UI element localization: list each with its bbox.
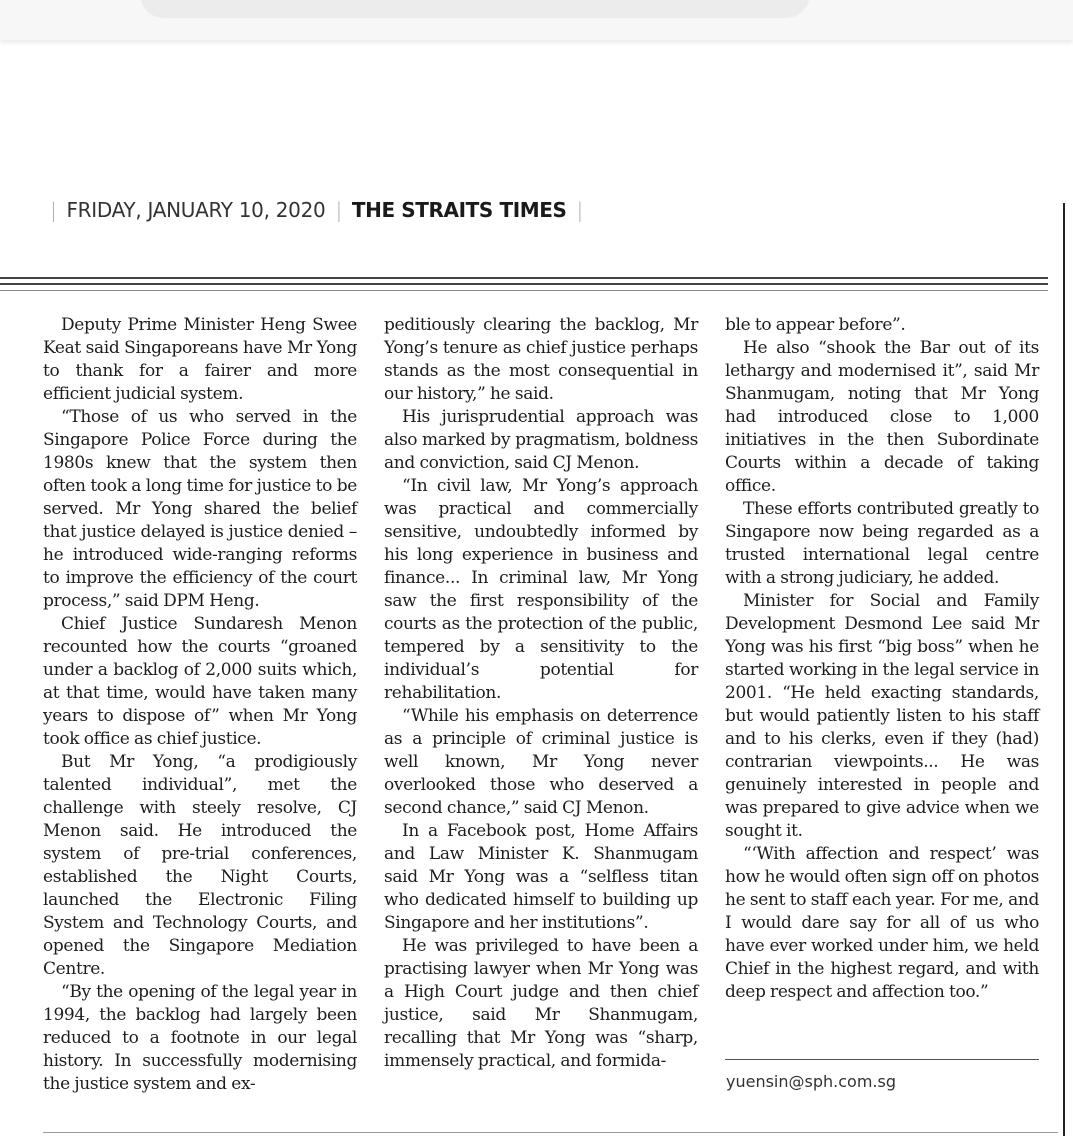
article-paragraph: He was privileged to have been a practising lawyer when Mr Yong was a High Court judge and then chief justice, said Mr Shanmugam, recalling that Mr Yong was “sharp, immensely practical, and formida- (384, 936, 698, 1071)
article-paragraph: He also “shook the Bar out of its lethargy and modernised it”, said Mr Shanmugam, noting that Mr Yong had introduced close to 1,000 initiatives in the then Subordinate Courts within a decade of taking office. (725, 338, 1039, 496)
masthead-separator: | (576, 198, 583, 222)
article-end-rule (725, 1059, 1039, 1060)
article-column-1 (43, 314, 357, 1096)
page-masthead (50, 198, 593, 222)
article-paragraph: “While his emphasis on deterrence as a principle of criminal justice is well known, Mr Yong never overlooked those who deserved a second chance,” said CJ Menon. (384, 706, 698, 818)
header-thin-rule (0, 290, 1048, 291)
article-paragraph: His jurisprudential approach was also marked by pragmatism, boldness and conviction, said CJ Menon. (384, 407, 698, 473)
masthead-separator: | (335, 198, 342, 222)
article-paragraph: Chief Justice Sundaresh Menon recounted how the courts “groaned under a backlog of 2,000 suits which, at that time, would have taken many years to dispose of” when Mr Yong took office as chief justice. (43, 614, 357, 749)
page-bottom-rule (43, 1132, 1058, 1133)
article-paragraph: But Mr Yong, “a prodigiously talented individual”, met the challenge with steely resolve, CJ Menon said. He introduced the system of pre-trial conferences, established the Night Courts, launched the Electronic Filing System and Technology Courts, and opened the Singapore Mediation Centre. (43, 752, 357, 979)
article-paragraph: In a Facebook post, Home Affairs and Law Minister K. Shanmugam said Mr Yong was a “selfless titan who dedicated himself to building up Singapore and her institutions”. (384, 821, 698, 933)
masthead-separator: | (50, 198, 57, 222)
masthead-date: FRIDAY, JANUARY 10, 2020 (66, 198, 326, 222)
article-column-2 (384, 314, 698, 1073)
masthead-paper-name: THE STRAITS TIMES (351, 198, 567, 222)
article-paragraph-continued: peditiously clearing the backlog, Mr Yong’s tenure as chief justice perhaps stands as the most consequential in our history,” he said. (384, 315, 698, 404)
article-paragraph-continued: ble to appear before”. (725, 315, 906, 335)
byline-email[interactable]: yuensin@sph.com.sg (726, 1072, 896, 1091)
article-paragraph: These efforts contributed greatly to Singapore now being regarded as a trusted international legal centre with a strong judiciary, he added. (725, 499, 1039, 588)
header-double-rule (0, 277, 1048, 285)
article-paragraph: “‘With affection and respect’ was how he would often sign off on photos he sent to staff each year. For me, and I would dare say for all of us who have ever worked under him, we held Chief in the highest regard, and with deep respect and affection too.” (725, 844, 1039, 1002)
search-bar[interactable] (140, 0, 810, 18)
article-column-3 (725, 314, 1039, 1004)
article-paragraph: Deputy Prime Minister Heng Swee Keat said Singaporeans have Mr Yong to thank for a fairer and more efficient judicial system. (43, 315, 357, 404)
page-right-border (1063, 203, 1065, 1136)
article-paragraph: Minister for Social and Family Development Desmond Lee said Mr Yong was his first “big boss” when he started working in the legal service in 2001. “He held exacting standards, but would patiently listen to his staff and to his clerks, even if they (had) contrarian viewpoints... He was genuinely interested in people and was prepared to give advice when we sought it. (725, 591, 1039, 841)
browser-top-bar (0, 0, 1073, 40)
article-paragraph: “By the opening of the legal year in 1994, the backlog had largely been reduced to a footnote in our legal history. In successfully modernising the justice system and ex- (43, 982, 357, 1094)
article-paragraph: “In civil law, Mr Yong’s approach was practical and commercially sensitive, undoubtedly informed by his long experience in business and finance... In criminal law, Mr Yong saw the first responsibility of the courts as the protection of the public, tempered by a sensitivity to the individual’s potential for rehabilitation. (384, 476, 698, 703)
article-paragraph: “Those of us who served in the Singapore Police Force during the 1980s knew that the system then often took a long time for justice to be served. Mr Yong shared the belief that justice delayed is justice denied – he introduced wide-ranging reforms to improve the efficiency of the court process,” said DPM Heng. (43, 407, 357, 611)
